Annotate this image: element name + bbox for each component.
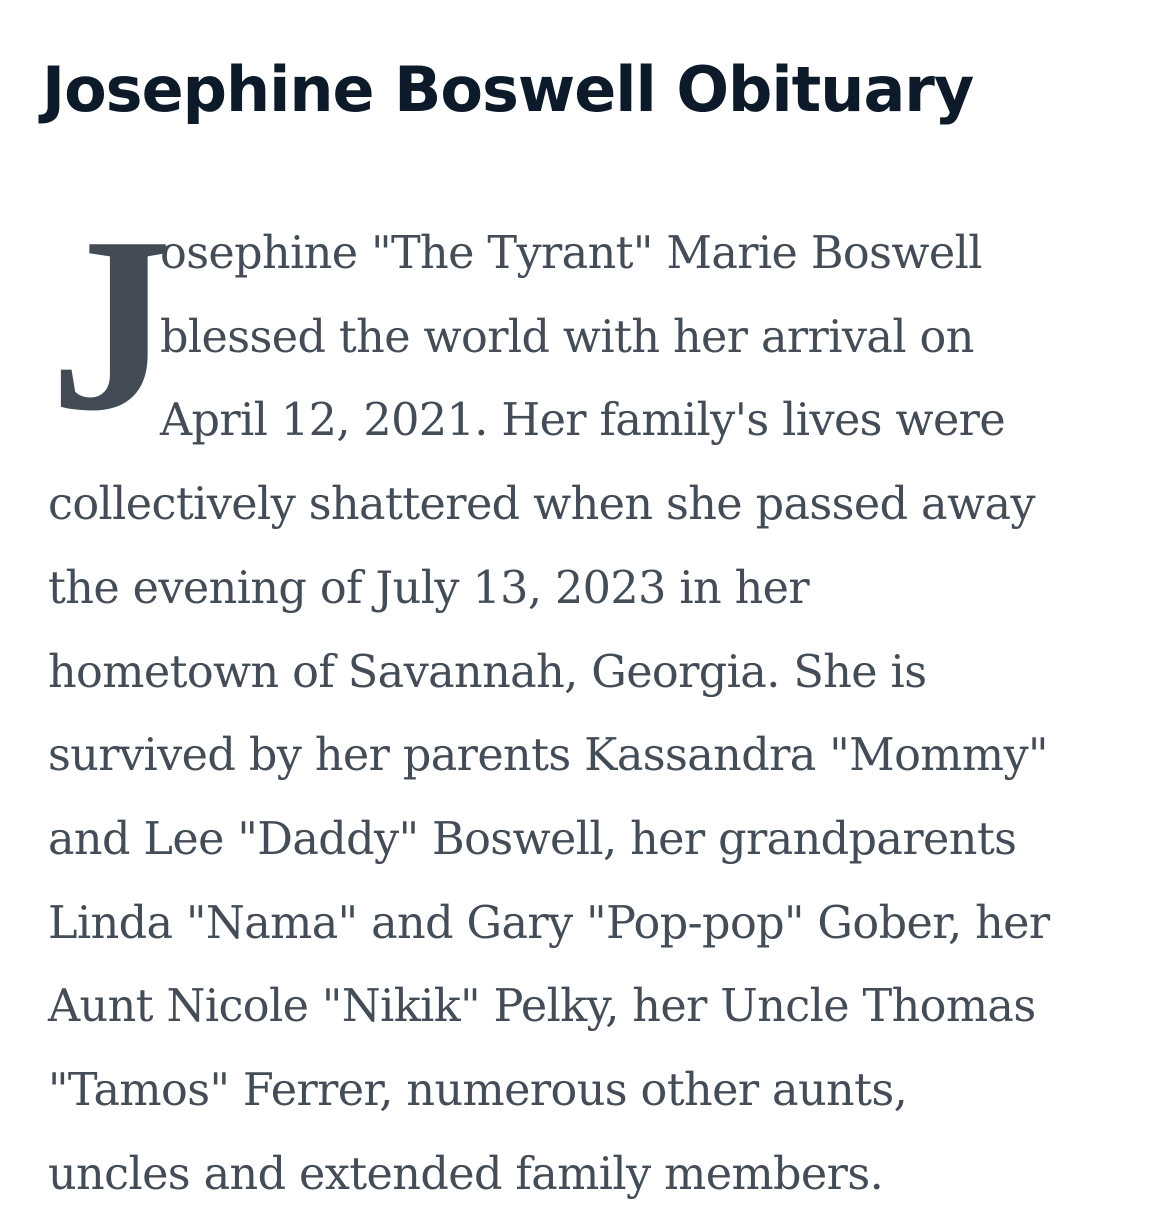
body-line: blessed the world with her arrival on <box>160 311 974 363</box>
body-line: the evening of July 13, 2023 in her <box>48 562 810 614</box>
body-line: collectively shattered when she passed away <box>48 479 1035 531</box>
drop-cap-letter: J <box>50 186 173 463</box>
body-line: Aunt Nicole "Nikik" Pelky, her Uncle Thomas <box>48 981 1036 1033</box>
body-line: "Tamos" Ferrer, numerous other aunts, <box>48 1065 908 1117</box>
page-title: Josephine Boswell Obituary <box>42 53 974 126</box>
body-line: uncles and extended family members. <box>48 1148 884 1200</box>
body-line: and Lee "Daddy" Boswell, her grandparents <box>48 813 1017 865</box>
body-line: Linda "Nama" and Gary "Pop-pop" Gober, her <box>48 897 1050 949</box>
body-line: April 12, 2021. Her family's lives were <box>160 395 1006 447</box>
obituary-body <box>48 212 1138 1216</box>
body-line: survived by her parents Kassandra "Mommy" <box>48 730 1048 782</box>
body-line: hometown of Savannah, Georgia. She is <box>48 646 927 698</box>
body-line: osephine "The Tyrant" Marie Boswell <box>160 228 982 279</box>
